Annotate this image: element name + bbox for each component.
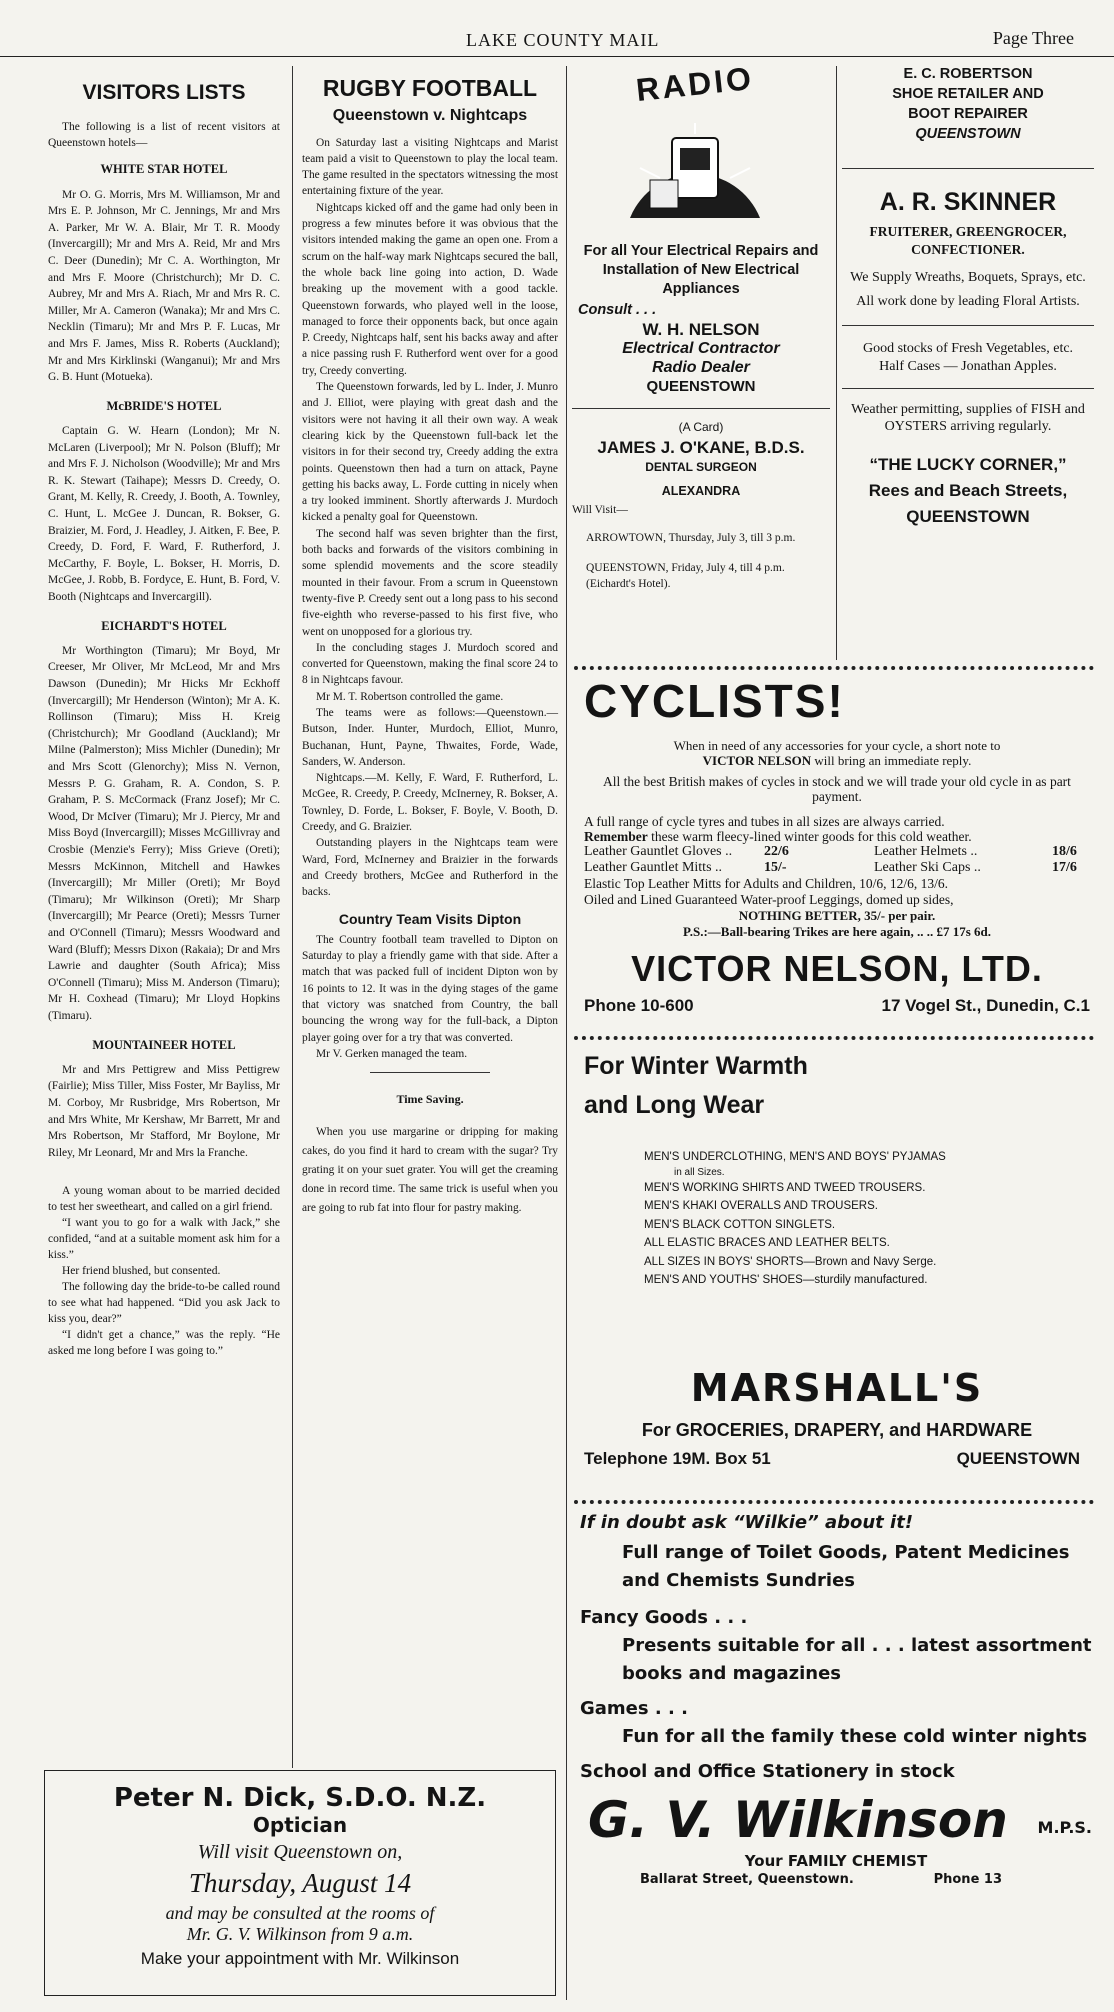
optician-appointment-line: Make your appointment with Mr. Wilkinson: [140, 1949, 460, 1968]
cyclists-mitts: Elastic Top Leather Mitts for Adults and Children, 10/6, 12/6, 13/6.: [584, 876, 949, 891]
dentist-card-label: (A Card): [678, 420, 724, 434]
price-item: Leather Gauntlet Mitts ..: [584, 860, 723, 875]
winter-item: in all Sizes.: [674, 1166, 725, 1178]
dentist-visit-arrowtown: ARROWTOWN, Thursday, July 3, till 3 p.m.: [586, 532, 796, 544]
winter-item: MEN'S WORKING SHIRTS AND TWEED TROUSERS.: [644, 1181, 926, 1194]
cyclists-heading: CYCLISTS!: [584, 675, 845, 727]
country-paragraph: Mr V. Gerken managed the team.: [316, 1047, 468, 1060]
victor-contact: [584, 994, 1090, 1020]
skinner-floral: All work done by leading Floral Artists.: [856, 294, 1080, 309]
optician-ad: [44, 1770, 556, 1996]
winter-item: ALL SIZES IN BOYS' SHORTS—Brown and Navy Serge.: [644, 1255, 937, 1268]
marshalls-line: For GROCERIES, DRAPERY, and HARDWARE: [641, 1420, 1033, 1440]
cyclists-remember: [584, 829, 1090, 844]
price-item: Leather Ski Caps ..: [874, 860, 981, 875]
victor-address: 17 Vogel St., Dunedin, C.1: [881, 996, 1090, 1015]
rugby-paragraph: Nightcaps kicked off and the game had only been in progress a few minutes before it was obvious that the visitors intended making the game an open one. From a scrum on the half-way mark Nightcaps secured the ball, the whole back line going into action, D. Wade breaking up the movement with a good tackle. Queenstown forwards, who played well in the loose, managed to force their opponents back, but once again P. Creedy, Nightcaps half, sent his backs away and after a nice passing rush F. Rutherford went over for a good try, Creedy converting.: [302, 201, 558, 377]
rugby-heading: RUGBY FOOTBALL: [322, 75, 538, 101]
wilkinson-phone: Phone 13: [933, 1872, 1002, 1887]
rugby-paragraph: The Queenstown forwards, led by L. Inder, J. Munro and J. Elliot, were playing with great dash and the visitors were not having it all their own way. A weak clearing kick by the Queenstown full-back let the visitors in for their second try, Creedy adding the extra points. Queenstown then had a turn on attack, Payne getting his backs away, L. Forde cutting in nicely when a try looked imminent. Shortly afterwards J. Murdoch kicked a penalty goal for Queenstown.: [302, 381, 558, 524]
price-value: 18/6: [1052, 844, 1077, 859]
joke-paragraph: A young woman about to be married decided to test her sweetheart, and called on a girl friend.: [48, 1185, 280, 1214]
visitors-column: [48, 62, 280, 1359]
winter-heading-1: For Winter Warmth: [584, 1052, 808, 1080]
wilkie-presents: Presents suitable for all . . . latest assortment books and magazines: [622, 1635, 1092, 1684]
page-number: Page Three: [992, 28, 1074, 48]
wilkinson-contact: [580, 1870, 1092, 1890]
dotted-divider: [574, 1036, 1094, 1040]
hotel-guest-list: Mr Worthington (Timaru); Mr Boyd, Mr Creeser, Mr Oliver, Mr McLeod, Mr and Mrs Dawson (Dunedin); Mr Hicks Mr Eckhoff (Invercargill); Mr Henderson (Winton); Mr A. K. Rollinson (Timaru); Miss H. Kreig (Christchurch); Mr Goodland (Auckland); Mr Milne (Palmerston); Miss Michler (Dunedin); Mr and Mrs Scott (Glenorchy); Miss N. Vernon, Messrs P. G. Graham, R. A. Condon, S. P. Graham, P. S. McCormack (Franz Josef); Mr C. Wood, Dr McIver (Timaru); Mr J. Piercy, Mr and Miss Boyd (Invercargill); Misses McGillivray and Crosbie (Menzie's Ferry); Miss Grieve (Oreti); Messrs McKinnon, Mitchell and Hawkes (Invercargill); Mr Miller (Oreti); Mr Boyd (Timaru); Mr Wilkinson (Oreti); Mr Sharp (Invercargill); Mr Pearce (Oreti); Messrs Turner and O'Connell (Timaru); Messrs Woodward and Ward (Bluff); Messrs Dixon (Rakaia); Dr and Mrs Lawrie and daughter (South Africa); Miss O'Connell (Timaru); Miss M. Anderson (Timaru); Mr H. Coxhead (Timaru); Mr Lloyd Hopkins (Timaru).: [48, 644, 280, 1022]
marshalls-name: MARSHALL'S: [690, 1366, 984, 1410]
cyclists-victor: VICTOR NELSON: [702, 753, 812, 768]
wilkie-games: Games . . .: [580, 1698, 688, 1719]
winter-ad: [584, 1052, 1090, 1290]
dotted-divider: [574, 1500, 1094, 1504]
joke-paragraph: Her friend blushed, but consented.: [62, 1265, 221, 1278]
dentist-card: [572, 420, 830, 592]
tip-heading: Time Saving.: [396, 1092, 464, 1107]
wilkinson-tagline: Your FAMILY CHEMIST: [744, 1852, 928, 1870]
wilkie-ad: [580, 1512, 1092, 1890]
robertson-ad: [842, 64, 1094, 144]
cyclists-reply: will bring an immediate reply.: [814, 753, 972, 768]
cyclists-trikes-text: P.S.:—Ball-bearing Trikes are here again, .. ..: [682, 924, 934, 939]
rugby-paragraph: Outstanding players in the Nightcaps team were Ward, Ford, McInerney and Braizier in the forwards and Creedy brothers, McGee and Rutherford in the backs.: [302, 837, 558, 899]
joke-paragraph: “I didn't get a chance,” was the reply. “He asked me long before I was going to.”: [48, 1329, 280, 1358]
skinner-corner: “THE LUCKY CORNER,”: [869, 455, 1067, 474]
rugby-paragraph: The second half was seven brighter than the first, both backs and forwards of the visitors combining in some splendid movements and the score steadily mounted in their favour. From a scrum in Queenstown twenty-five P. Creedy sent out a long pass to his second five-eighth who reverse-passed to his first five, who went on unopposed for a glorious try.: [302, 527, 558, 638]
masthead: [0, 26, 1114, 57]
victor-phone: Phone 10-600: [584, 996, 694, 1015]
radio-services: For all Your Electrical Repairs and Installation of New Electrical Appliances: [583, 243, 819, 297]
price-value: 15/-: [764, 860, 787, 875]
dentist-town: ALEXANDRA: [661, 484, 741, 498]
cyclists-tyres: A full range of cycle tyres and tubes in all sizes are always carried.: [584, 814, 945, 829]
price-value: 22/6: [764, 844, 789, 859]
skinner-name: A. R. SKINNER: [879, 188, 1057, 216]
winter-items: [644, 1148, 1090, 1290]
rugby-paragraph: The teams were as follows:—Queenstown.—Butson, Inder. Hunter, Murdoch, Elliot, Munro, Buchanan, Hunt, Payne, Thwaites, Forde, Wade, Sanders, W. Anderson.: [302, 706, 558, 768]
winter-item: MEN'S BLACK COTTON SINGLETS.: [644, 1218, 836, 1231]
robertson-line-1: SHOE RETAILER AND: [892, 86, 1044, 102]
skinner-trade: FRUITERER, GREENGROCER, CONFECTIONER.: [869, 224, 1067, 257]
optician-date: Thursday, August 14: [188, 1868, 412, 1898]
dentist-title: DENTAL SURGEON: [645, 460, 757, 474]
cyclists-ad: [584, 674, 1090, 1020]
optician-title: Optician: [252, 1813, 348, 1837]
cyclists-price-list: [584, 844, 1090, 876]
winter-item: ALL ELASTIC BRACES AND LEATHER BELTS.: [644, 1237, 890, 1249]
winter-item: MEN'S KHAKI OVERALLS AND TROUSERS.: [644, 1200, 878, 1212]
winter-item: MEN'S AND YOUTHS' SHOES—sturdily manufactured.: [644, 1274, 928, 1286]
column-rule-3: [836, 66, 837, 660]
column-rule-1: [292, 66, 293, 1768]
hotel-name: WHITE STAR HOTEL: [100, 162, 228, 177]
winter-heading-2: and Long Wear: [584, 1091, 765, 1119]
cyclists-nothing-better: NOTHING BETTER, 35/- per pair.: [738, 908, 936, 923]
victor-nelson-name: VICTOR NELSON, LTD.: [631, 948, 1043, 989]
joke-paragraph: “I want you to go for a walk with Jack,” she confided, “and at a suitable moment ask him for a kiss.”: [48, 1217, 280, 1262]
radio-name: W. H. NELSON: [642, 320, 760, 339]
skinner-wreaths: We Supply Wreaths, Boquets, Sprays, etc.: [850, 270, 1086, 285]
wilkie-fun: Fun for all the family these cold winter nights: [622, 1726, 1088, 1747]
visitors-intro: The following is a list of recent visitors at Queenstown hotels—: [48, 121, 280, 150]
wilkie-toilet-goods: Full range of Toilet Goods, Patent Medicines and Chemists Sundries: [622, 1542, 1070, 1591]
cyclists-trikes: [584, 924, 1090, 940]
rugby-paragraph: Mr M. T. Robertson controlled the game.: [316, 690, 504, 703]
radio-consult: Consult . . .: [578, 302, 657, 318]
wilkinson-address: Ballarat Street, Queenstown.: [640, 1872, 854, 1887]
optician-visit-line: Will visit Queenstown on,: [197, 1841, 403, 1863]
radio-trade-1: Electrical Contractor: [622, 340, 780, 357]
skinner-streets: Rees and Beach Streets,: [868, 481, 1068, 500]
wilkinson-signature: [580, 1792, 1092, 1852]
country-paragraph: The Country football team travelled to Dipton on Saturday to play a friendly game with that side. After a match that was packed full of incident Dipton won by 16 points to 12. It was in the dying stages of the game that victory was snatched from Country, the ball bouncing the wrong way for the full-back, a Dipton player going over for a try that was converted.: [302, 933, 558, 1044]
wilkie-heading: If in doubt ask “Wilkie” about it!: [580, 1512, 914, 1533]
price-item: Leather Helmets ..: [874, 844, 978, 859]
cyclists-trikes-price: £7 17s 6d.: [936, 924, 992, 939]
price-value: 17/6: [1052, 860, 1077, 875]
price-item: Leather Gauntlet Gloves ..: [584, 844, 733, 859]
dentist-visit: Will Visit—: [572, 504, 628, 516]
skinner-vegetables: Good stocks of Fresh Vegetables, etc.: [862, 341, 1074, 356]
rugby-subheading: Queenstown v. Nightcaps: [332, 107, 528, 125]
rugby-paragraph: In the concluding stages J. Murdoch scored and converted for Queenstown, making the final score 24 to 8 in Nightcaps favour.: [302, 641, 558, 687]
wilkie-stationery: School and Office Stationery in stock: [580, 1761, 955, 1782]
skinner-ad: [842, 188, 1094, 527]
skinner-fish: Weather permitting, supplies of FISH and OYSTERS arriving regularly.: [851, 402, 1085, 434]
visitors-heading: VISITORS LISTS: [82, 81, 246, 104]
tip-paragraph: When you use margarine or dripping for making cakes, do you find it hard to cream with the sugar? Try grating it on your suet grater. You will get the creaming done in record time. The same trick is useful when you are going to rub fat into flour for pastry making.: [302, 1125, 558, 1214]
cyclists-leggings: Oiled and Lined Guaranteed Water-proof Leggings, domed up sides,: [584, 892, 954, 907]
country-heading: Country Team Visits Dipton: [338, 910, 522, 927]
robertson-line-2: BOOT REPAIRER: [908, 106, 1028, 122]
marshalls-ad: [584, 1366, 1090, 1473]
masthead-title: LAKE COUNTY MAIL: [466, 30, 660, 50]
optician-rooms-line: Mr. G. V. Wilkinson from 9 a.m.: [186, 1924, 414, 1944]
wilkinson-mps: M.P.S.: [1037, 1818, 1092, 1837]
rugby-paragraph: On Saturday last a visiting Nightcaps and Marist team paid a visit to Queenstown to play the local team. The game resulted in the spectators witnessing the most entertaining fixture of the year.: [302, 136, 558, 198]
hotel-guest-list: Mr O. G. Morris, Mrs M. Williamson, Mr and Mrs E. P. Johnson, Mr C. Jennings, Mr and Mrs A. Parker, Mr W. A. Blair, Mr T. R. Moody (Invercargill); Mr and Mrs A. Reid, Mr and Mrs C. Deer (Dunedin); Mr C. A. Worthington, Mr and Mrs F. Moore (Christchurch); Mr D. C. Aubrey, Mr and Mrs A. Riach, Mr and Mrs R. C. Miller, Mr A. Cameron (Wanaka); Mr and Mrs C. Necklin (Timaru); Mr and Mrs P. F. Lucas, Mr and Mrs F. James, Miss R. Roberts (Auckland); Mr and Mrs Kirklinski (Wanganui); Mr and Mrs G. B. Hunt (Motueka).: [48, 188, 280, 384]
marshalls-town: QUEENSTOWN: [956, 1449, 1080, 1468]
dentist-name: JAMES J. O'KANE, B.D.S.: [597, 438, 805, 457]
marshalls-contact: [584, 1447, 1090, 1473]
joke-paragraph: The following day the bride-to-be called round to see what had happened. “Did you ask Jack to kiss you, dear?”: [48, 1281, 280, 1326]
optician-name: Peter N. Dick, S.D.O. N.Z.: [113, 1783, 487, 1813]
radio-town: QUEENSTOWN: [646, 378, 756, 395]
hotel-guest-list: Mr and Mrs Pettigrew and Miss Pettigrew (Fairlie); Miss Tiller, Miss Foster, Mr Bayliss, Mr M. Corboy, Mr Rusbridge, Mrs Robertson, Mr and Mrs White, Mr Kershaw, Mr Barrett, Mr and Mrs Robertson, Mr Stafford, Mr Boylone, Mr Riley, Mr Leonard, Mr and Mrs la Franche.: [48, 1063, 280, 1159]
cyclists-british: All the best British makes of cycles in stock and we will trade your old cycle in as part payment.: [603, 774, 1071, 804]
radio-ad-text: [572, 242, 830, 396]
wilkinson-name: G. V. Wilkinson: [588, 1791, 1008, 1849]
cyclists-remember-label: Remember: [584, 829, 648, 844]
dotted-divider: [574, 666, 1094, 670]
hotel-name: MOUNTAINEER HOTEL: [92, 1037, 236, 1052]
wilkie-fancy-goods: Fancy Goods . . .: [580, 1607, 748, 1628]
winter-item: MEN'S UNDERCLOTHING, MEN'S AND BOYS' PYJAMAS: [644, 1151, 946, 1163]
robertson-town: QUEENSTOWN: [915, 126, 1021, 142]
hotel-name: EICHARDT'S HOTEL: [101, 618, 227, 633]
skinner-apples: Half Cases — Jonathan Apples.: [879, 359, 1057, 374]
rugby-paragraph: Nightcaps.—M. Kelly, F. Ward, F. Rutherford, L. McGee, R. Creedy, P. Creedy, McInerney, R. Bokser, A. Townley, D. Forde, L. Bokser, F. Boyle, V. Booth, D. Creedy, and G. Braizier.: [302, 772, 558, 834]
radio-trade-2: Radio Dealer: [652, 359, 750, 376]
column-rule-2: [566, 66, 567, 2000]
marshalls-telephone: Telephone 19M. Box 51: [584, 1449, 771, 1468]
hotel-name: McBRIDE'S HOTEL: [106, 398, 222, 413]
rugby-column: [302, 62, 558, 1218]
cyclists-line-1: [584, 738, 1090, 768]
cyclists-note: When in need of any accessories for your cycle, a short note to: [673, 738, 1001, 753]
skinner-town: QUEENSTOWN: [906, 507, 1030, 526]
robertson-name: E. C. ROBERTSON: [903, 66, 1033, 82]
hotel-guest-list: Captain G. W. Hearn (London); Mr N. McLaren (Liverpool); Mr N. Polson (Bluff); Mr and Mrs F. J. Nicholson (Woodville); Mr and Mrs R. K. Stewart (Taihape); Messrs D. Creedy, O. Grant, M. Kelly, R. Creedy, J. Booth, A. Townley, C. Hunt, L. McGee J. Duncan, R. Bokser, G. Braizier, M. Ford, J. Headley, J. Aitken, F. Bee, P. Creedy, D. Ford, F. Ward, F. Rutherford, J. McCarthy, F. Boyle, L. Bokser, H. Morris, D. McGee, J. Robb, B. Fordyce, E. Hunt, B. Ford, V. Booth (Nightcaps and Invercargill).: [48, 425, 280, 603]
cyclists-remember-text: these warm fleecy-lined winter goods for this cold weather.: [651, 829, 972, 844]
optician-consult-line: and may be consulted at the rooms of: [165, 1903, 435, 1923]
dentist-visit-queenstown: QUEENSTOWN, Friday, July 4, till 4 p.m. (Eichardt's Hotel).: [586, 562, 785, 590]
radio-word: RADIO: [634, 59, 756, 109]
